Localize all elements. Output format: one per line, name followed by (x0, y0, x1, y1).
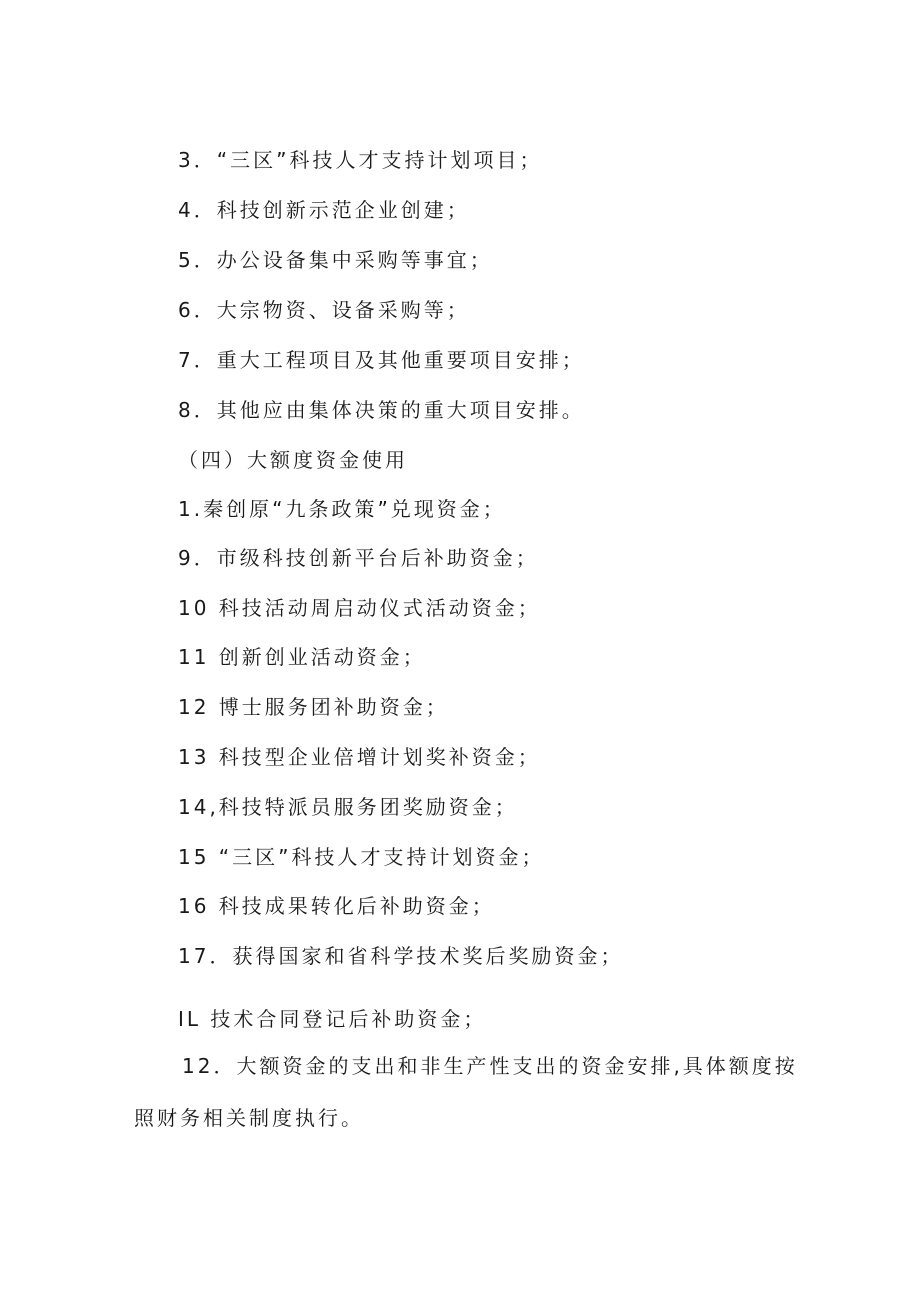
list-item: 1.秦创原“九条政策”兑现资金； (178, 497, 506, 521)
list-item: 11 创新创业活动资金； (178, 645, 426, 669)
list-item: 16 科技成果转化后补助资金； (178, 894, 495, 918)
list-item: 10 科技活动周启动仪式活动资金； (178, 596, 541, 620)
list-item: 5．办公设备集中采购等事宜； (178, 248, 493, 272)
list-item: 6．大宗物资、设备采购等； (178, 298, 470, 322)
list-item: 9．市级科技创新平台后补助资金； (178, 546, 539, 570)
list-item: 17．获得国家和省科学技术奖后奖励资金； (178, 944, 624, 968)
list-item: 15 “三区”科技人才支持计划资金； (178, 845, 545, 869)
list-item: 13 科技型企业倍增计划奖补资金； (178, 745, 541, 769)
final-paragraph: 12．大额资金的支出和非生产性支出的资金安排,具体额度按照财务相关制度执行。 (134, 1054, 798, 1130)
list-item: 8．其他应由集体决策的重大项目安排。 (178, 398, 585, 422)
list-item: 12 博士服务团补助资金； (178, 695, 449, 719)
list-item: 14,科技特派员服务团奖励资金； (178, 795, 518, 819)
list-item: IL 技术合同登记后补助资金； (178, 1007, 487, 1031)
list-item: 3．“三区”科技人才支持计划项目； (178, 148, 543, 172)
section-heading: （四）大额度资金使用 (178, 448, 408, 472)
list-item: 7．重大工程项目及其他重要项目安排； (178, 348, 585, 372)
list-item: 4．科技创新示范企业创建； (178, 198, 470, 222)
